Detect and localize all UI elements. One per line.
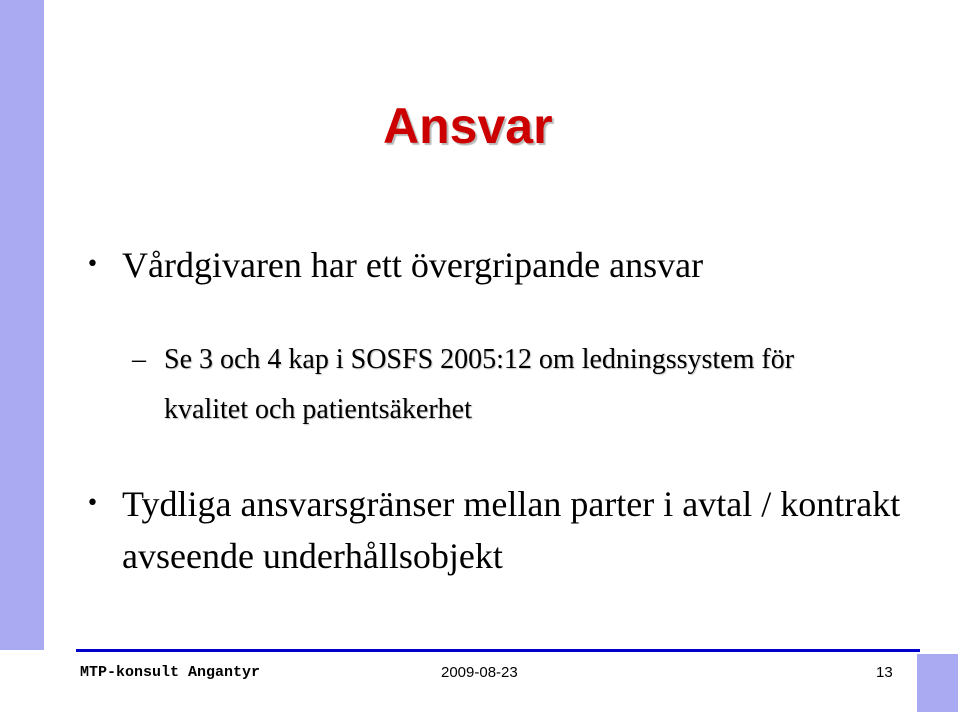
bullet-icon: • — [86, 491, 99, 516]
corner-accent-square — [917, 654, 958, 712]
footer-date: 2009-08-23 — [441, 664, 518, 681]
page-number: 13 — [876, 664, 893, 681]
bullet-text: Vårdgivaren har ett övergripande ansvar — [122, 245, 704, 285]
footer-divider — [76, 649, 920, 652]
bullet-icon: • — [86, 252, 99, 277]
bullet-text: Tydliga ansvarsgränser mellan parter i avtal / kontrakt avseende underhållsobjekt — [122, 484, 901, 576]
dash-icon: – — [132, 344, 146, 375]
slide-title: Ansvar — [383, 98, 553, 154]
footer-company: MTP-konsult Angantyr — [80, 664, 261, 681]
sub-bullet-text: Se 3 och 4 kap i SOSFS 2005:12 om ledningssystem för kvalitet och patientsäkerhet — [164, 344, 795, 425]
left-accent-bar — [0, 0, 44, 650]
